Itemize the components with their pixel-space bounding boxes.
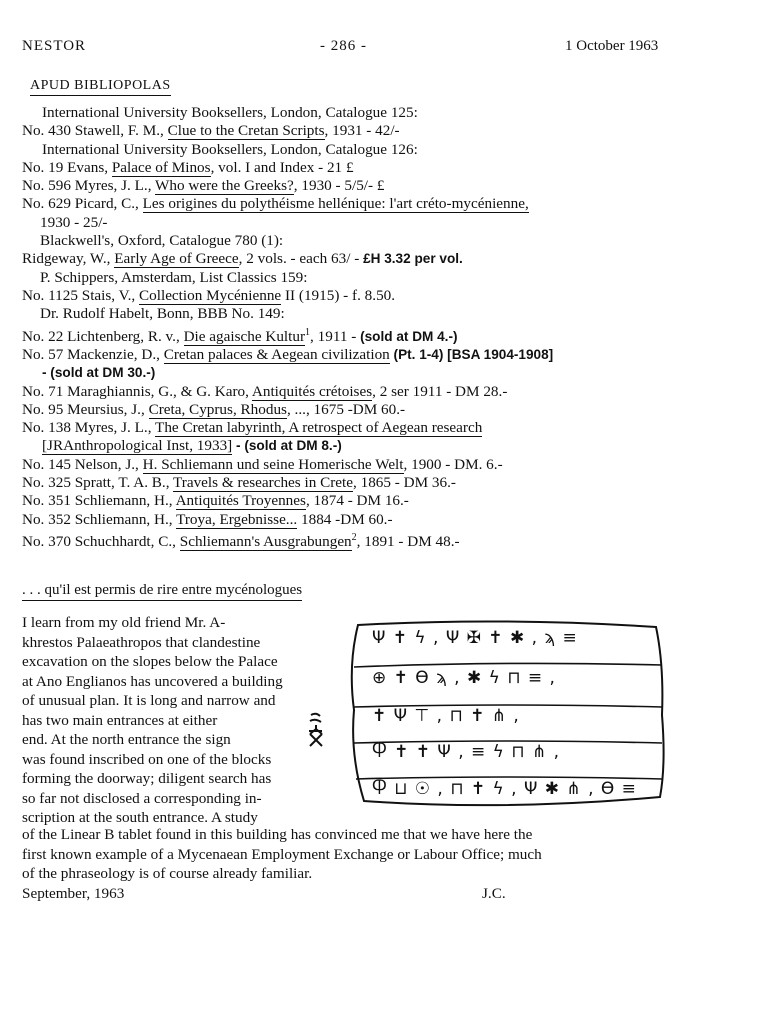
catalogue-heading: Dr. Rudolf Habelt, Bonn, BBB No. 149: xyxy=(40,305,285,323)
listing-line: No. 22 Lichtenberg, R. v., Die agaische Kultur$^1$, 1911 - (sold at DM 4.-) xyxy=(22,326,458,345)
section-title-myceneologues: . . . qu'il est permis de rire entre mycénologues xyxy=(22,582,302,601)
page-number: - 286 - xyxy=(320,38,367,54)
listing-line: No. 352 Schliemann, H., Troya, Ergebnisse... 1884 -DM 60.- xyxy=(22,510,393,528)
catalogue-heading: P. Schippers, Amsterdam, List Classics 159: xyxy=(40,268,308,286)
listing-line: No. 95 Meursius, J., Creta, Cyprus, Rhodus, ..., 1675 -DM 60.- xyxy=(22,400,406,418)
linear-b-sign-icon xyxy=(305,712,327,748)
catalogue-heading: Blackwell's, Oxford, Catalogue 780 (1): xyxy=(40,232,284,250)
listing-line: No. 1125 Stais, V., Collection Mycénienne II (1915) - f. 8.50. xyxy=(22,286,396,304)
listing-line: No. 370 Schuchhardt, C., Schliemann's Ausgrabungen$^2$, 1891 - DM 48.- xyxy=(22,531,460,550)
section-title-apud-bibliopolas: APUD BIBLIOPOLAS xyxy=(30,78,171,96)
listing-line: Ridgeway, W., Early Age of Greece, 2 vols. - each 63/ - £H 3.32 per vol. xyxy=(22,250,463,268)
author-initials: J.C. xyxy=(482,884,506,902)
listing-line: No. 57 Mackenzie, D., Cretan palaces & Aegean civilization (Pt. 1-4) [BSA 1904-1908] xyxy=(22,345,554,363)
listing-line: [JRAnthropological Inst, 1933] - (sold at DM 8.-) xyxy=(42,437,342,455)
tablet-line-1-icon: Ψ ✝ ϟ , Ψ ✠ ✝ ✱ , ϡ ≡ xyxy=(372,628,578,648)
tablet-line-4-icon: Ⴔ ✝ ✝ Ψ , ≡ ϟ ⊓ ⋔ , xyxy=(372,742,560,762)
story-conclusion: of the Linear B tablet found in this building has convinced me that we have here the first known example of a Mycenaean Employment Exchange or Labour Office; much of the phraseology is of course already familiar. September, 1963 J.C. xyxy=(22,826,542,902)
tablet-line-2-icon: ⊕ ✝ ϴ ϡ , ✱ ϟ ⊓ ≡ , xyxy=(372,668,556,688)
tablet-line-5-icon: Ⴔ ⊔ ☉ , ⊓ ✝ ϟ , Ψ ✱ ⋔ , ϴ ≡ xyxy=(372,779,637,799)
listing-line: No. 430 Stawell, F. M., Clue to the Cretan Scripts, 1931 - 42/- xyxy=(22,122,400,140)
listing-line: No. 19 Evans, Palace of Minos, vol. I and Index - 21 £ xyxy=(22,158,354,176)
listing-line: No. 138 Myres, J. L., The Cretan labyrinth, A retrospect of Aegean research xyxy=(22,419,483,437)
listing-line: 1930 - 25/- xyxy=(40,213,108,231)
listing-line: No. 145 Nelson, J., H. Schliemann und seine Homerische Welt, 1900 - DM. 6.- xyxy=(22,455,503,473)
catalogue-heading: International University Booksellers, London, Catalogue 125: xyxy=(42,104,418,121)
catalogue-listings xyxy=(22,104,752,551)
story-paragraph: I learn from my old friend Mr. A- khrestos Palaeathropos that clandestine excavation on the slopes below the Palace at Ano Englianos has uncovered a building of unusual plan. It is long and narrow and has two main entrances at either end. At the north entrance the sign was found inscribed on one of the blocks forming the doorway; diligent search has so far not disclosed a corresponding in- scription at the south entrance. A study xyxy=(22,614,283,826)
listing-line: - (sold at DM 30.-) xyxy=(42,365,156,381)
listing-line: No. 629 Picard, C., Les origines du polythéisme hellénique: l'art créto-mycénienne, xyxy=(22,195,529,213)
listing-line: No. 71 Maraghiannis, G., & G. Karo, Antiquités crétoises, 2 ser 1911 - DM 28.- xyxy=(22,382,508,400)
closing-date: September, 1963 xyxy=(22,884,125,902)
issue-date: 1 October 1963 xyxy=(565,38,659,54)
listing-line: No. 325 Spratt, T. A. B., Travels & researches in Crete, 1865 - DM 36.- xyxy=(22,474,456,491)
listing-line: No. 351 Schliemann, H., Antiquités Troyennes, 1874 - DM 16.- xyxy=(22,492,409,510)
catalogue-heading: International University Booksellers, London, Catalogue 126: xyxy=(42,140,418,158)
tablet-line-3-icon: ✝ Ψ ⊤ , ⊓ ✝ ⋔ , xyxy=(372,706,520,726)
listing-line: No. 596 Myres, J. L., Who were the Greeks?, 1930 - 5/5/- £ xyxy=(22,177,385,195)
journal-name: NESTOR xyxy=(22,38,87,54)
